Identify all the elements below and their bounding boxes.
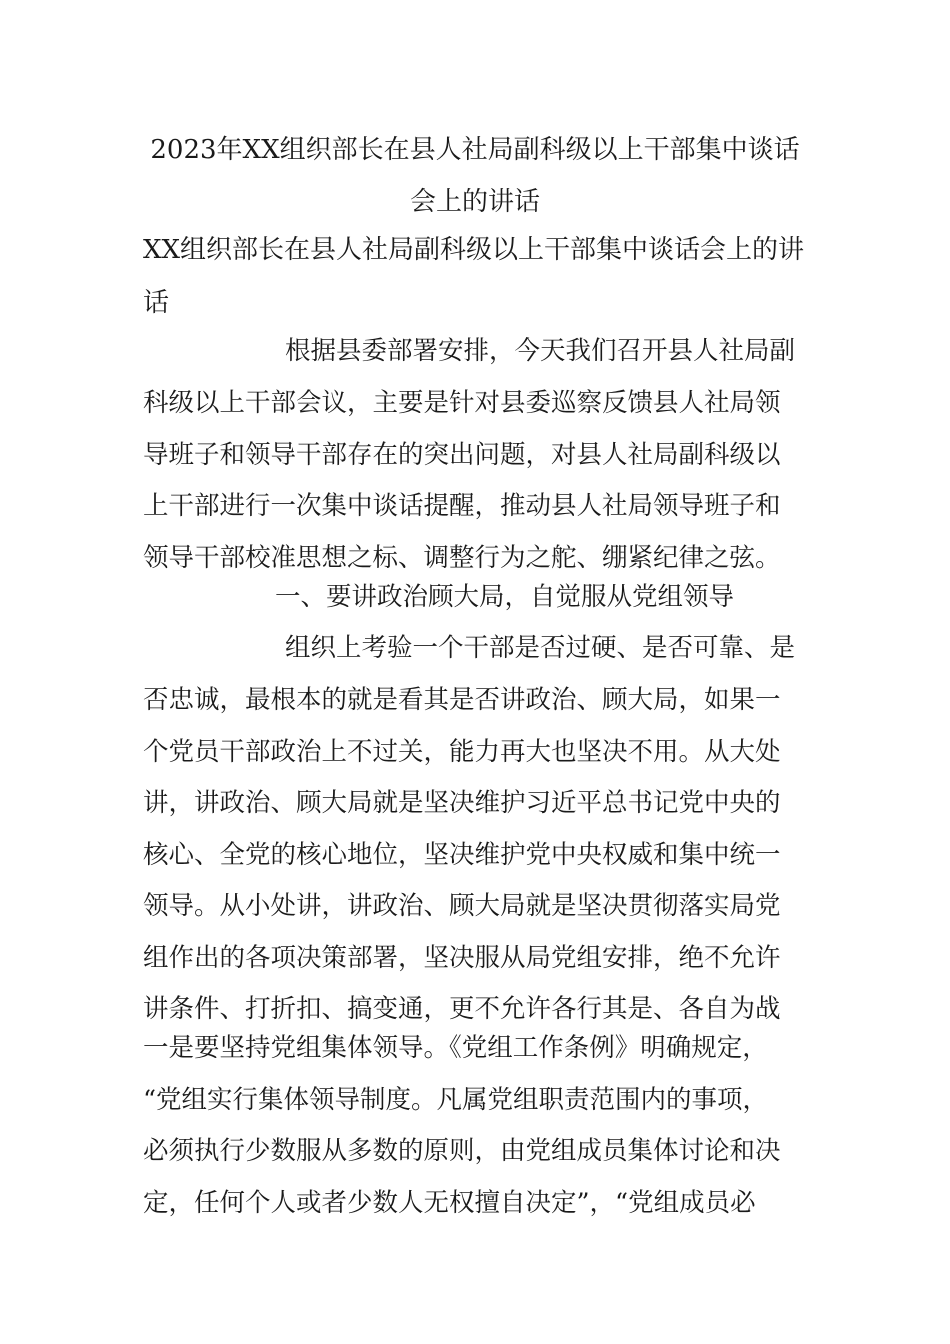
paragraph-2-line: 一是要坚持党组集体领导。《党组工作条例》明确规定，: [143, 1033, 768, 1063]
paragraph-1-line: 根据县委部署安排，今天我们召开县人社局副: [285, 336, 796, 366]
section-1-heading: 一、要讲政治顾大局，自觉服从党组领导: [275, 582, 735, 612]
paragraph-1-line: 上干部进行一次集中谈话提醒，推动县人社局领导班子和: [143, 491, 781, 521]
paragraph-2-line: 讲，讲政治、顾大局就是坚决维护习近平总书记党中央的: [143, 788, 781, 818]
paragraph-2-line: 组作出的各项决策部署，坚决服从局党组安排，绝不允许: [143, 943, 781, 973]
paragraph-2-line: 必须执行少数服从多数的原则，由党组成员集体讨论和决: [143, 1136, 781, 1166]
paragraph-2-line: 核心、全党的核心地位，坚决维护党中央权威和集中统一: [143, 840, 781, 870]
document-title-line-1: 2023年XX组织部长在县人社局副科级以上干部集中谈话: [150, 135, 800, 165]
paragraph-2-line: 组织上考验一个干部是否过硬、是否可靠、是: [285, 633, 796, 663]
paragraph-2-line: 领导。从小处讲，讲政治、顾大局就是坚决贯彻落实局党: [143, 891, 781, 921]
subtitle-line-1: XX组织部长在县人社局副科级以上干部集中谈话会上的讲: [143, 235, 805, 265]
paragraph-2-line: 个党员干部政治上不过关，能力再大也坚决不用。从大处: [143, 737, 781, 767]
paragraph-1-line: 科级以上干部会议，主要是针对县委巡察反馈县人社局领: [143, 388, 781, 418]
paragraph-2-line: 定，任何个人或者少数人无权擅自决定”，“党组成员必: [143, 1188, 756, 1218]
subtitle-line-2: 话: [143, 288, 170, 318]
paragraph-1-line: 导班子和领导干部存在的突出问题，对县人社局副科级以: [143, 440, 781, 470]
paragraph-2-line: 否忠诚，最根本的就是看其是否讲政治、顾大局，如果一: [143, 685, 781, 715]
paragraph-2-line: “党组实行集体领导制度。凡属党组职责范围内的事项，: [143, 1085, 769, 1115]
paragraph-1-line: 领导干部校准思想之标、调整行为之舵、绷紧纪律之弦。: [143, 543, 781, 573]
paragraph-2-line: 讲条件、打折扣、搞变通，更不允许各行其是、各自为战: [143, 994, 781, 1024]
document-title-line-2: 会上的讲话: [409, 187, 540, 217]
